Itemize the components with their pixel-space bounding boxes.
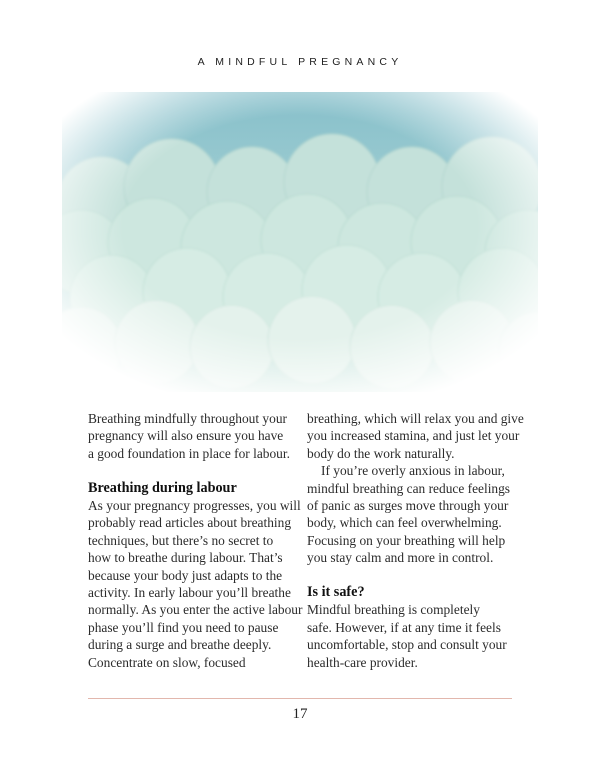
body-line: As your pregnancy progresses, you will	[88, 498, 301, 514]
body-line: of panic as surges move through your	[307, 498, 509, 514]
body-line: pregnancy will also ensure you have	[88, 428, 284, 444]
body-line: phase you’ll find you need to pause	[88, 619, 279, 635]
right-column	[307, 410, 535, 671]
body-line: If you’re overly anxious in labour,	[321, 463, 505, 479]
body-line: body, which can feel overwhelming.	[307, 515, 502, 531]
left-column	[88, 410, 316, 671]
running-head: A MINDFUL PREGNANCY	[197, 56, 403, 68]
body-line: you increased stamina, and just let your	[307, 428, 520, 444]
body-line: because your body just adapts to the	[88, 567, 283, 583]
body-line: safe. However, if at any time it feels	[307, 619, 501, 635]
page-number: 17	[292, 706, 308, 722]
section-heading: Breathing during labour	[88, 479, 237, 496]
body-line: breathing, which will relax you and give	[307, 411, 524, 426]
body-line: during a surge and breathe deeply.	[88, 637, 272, 653]
body-line: body do the work naturally.	[307, 445, 455, 461]
body-line: you stay calm and more in control.	[307, 550, 494, 566]
body-line: probably read articles about breathing	[88, 515, 292, 531]
body-line: Mindful breathing is completely	[307, 602, 480, 618]
footer-rule	[88, 698, 512, 699]
body-line: techniques, but there’s no secret to	[88, 532, 274, 548]
body-line: how to breathe during labour. That’s	[88, 550, 283, 566]
clouds-illustration	[62, 92, 538, 392]
body-line: Concentrate on slow, focused	[88, 654, 246, 670]
body-line: mindful breathing can reduce feelings	[307, 480, 511, 496]
body-line: Focusing on your breathing will help	[307, 532, 506, 548]
body-line: uncomfortable, stop and consult your	[307, 637, 507, 653]
body-line: a good foundation in place for labour.	[88, 445, 290, 461]
body-line: activity. In early labour you’ll breathe	[88, 585, 291, 601]
body-line: normally. As you enter the active labour	[88, 602, 303, 618]
body-line: Breathing mindfully throughout your	[88, 411, 287, 426]
section-heading: Is it safe?	[307, 584, 365, 601]
body-line: health-care provider.	[307, 654, 418, 670]
